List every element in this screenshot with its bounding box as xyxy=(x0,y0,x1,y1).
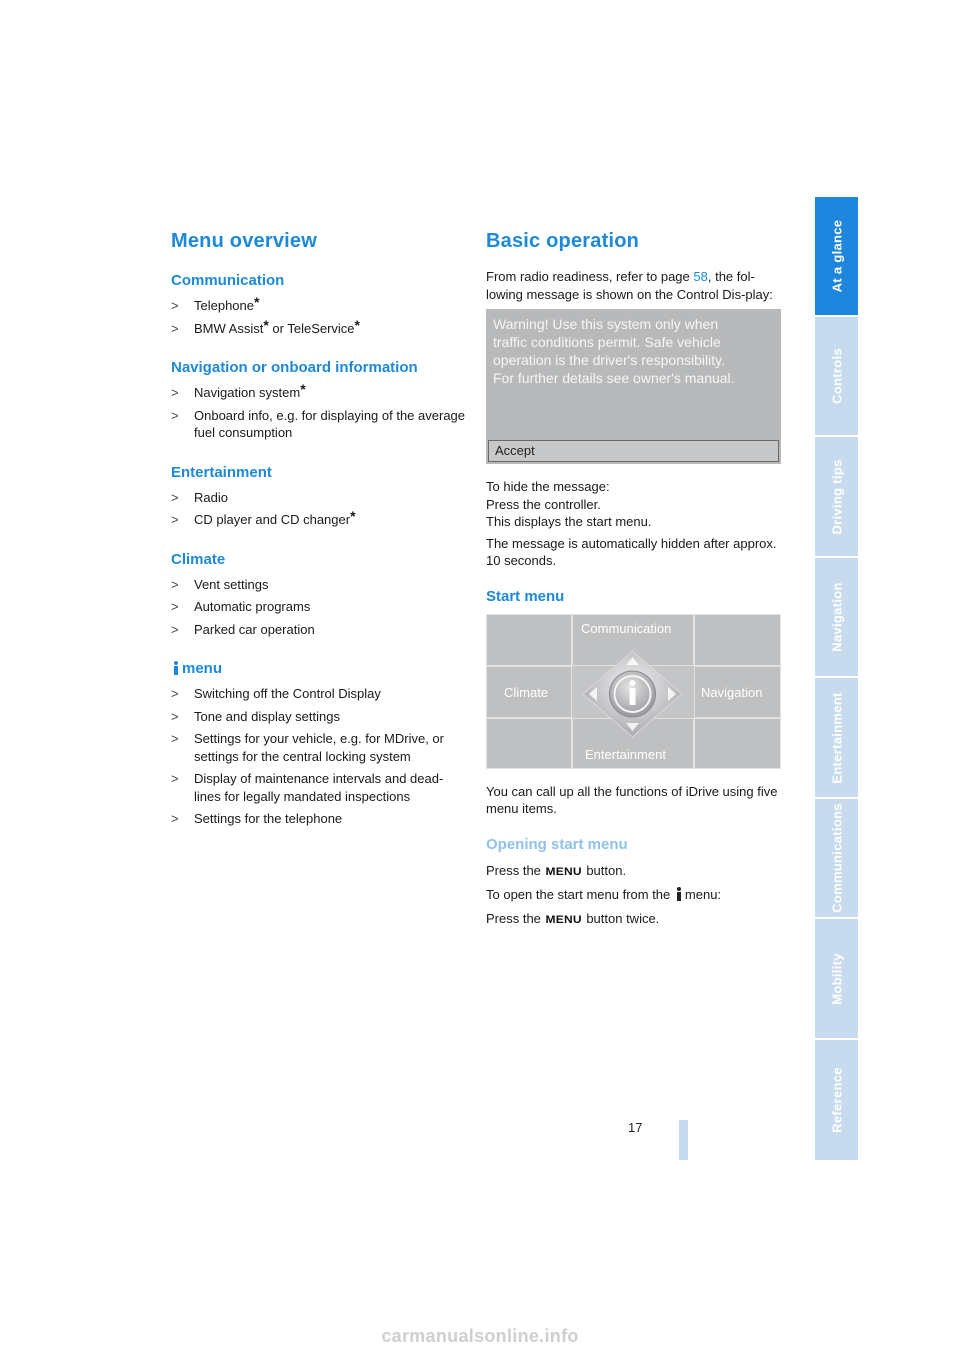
start-menu-heading: Start menu xyxy=(486,587,565,605)
list-item: > Switching off the Control Display xyxy=(171,686,381,701)
list-item: > Settings for your vehicle, e.g. for MDrive, or settings for the central locking system xyxy=(171,731,444,764)
entertainment-heading: Entertainment xyxy=(171,463,272,481)
left-column xyxy=(171,230,466,833)
optional-star-icon: * xyxy=(354,316,360,333)
intro-paragraph: From radio readiness, refer to page 58, the fol-lowing message is shown on the Control Dis-play: xyxy=(486,269,773,302)
list-item: > Vent settings xyxy=(171,576,269,592)
climate-label: Climate xyxy=(504,684,549,700)
climate-heading: Climate xyxy=(171,550,226,568)
watermark: carmanualsonline.info xyxy=(381,1326,579,1346)
list-item: > CD player and CD changer* xyxy=(171,508,356,527)
list-item: > BMW Assist* or TeleService* xyxy=(171,316,360,336)
climate-list xyxy=(171,576,466,639)
menu-button-icon: MENU xyxy=(545,911,582,926)
tab-at-a-glance[interactable]: At a glance xyxy=(815,197,858,315)
list-item: > Display of maintenance intervals and dead-lines for legally mandated inspections xyxy=(171,771,444,804)
optional-star-icon: * xyxy=(263,316,269,333)
warning-message: Warning! Use this system only when traffic conditions permit. Safe vehicle operation is the driver's responsibility. For further details see owner's manual. xyxy=(493,316,735,386)
communication-list xyxy=(171,294,466,337)
tab-communications[interactable]: Communications xyxy=(815,799,858,917)
navigation-heading: Navigation or onboard information xyxy=(171,359,418,376)
hide-instructions: To hide the message: Press the controller. This displays the start menu. xyxy=(486,479,652,529)
tab-mobility[interactable]: Mobility xyxy=(815,919,858,1038)
page-reference-link[interactable]: 58 xyxy=(693,269,708,284)
info-icon xyxy=(171,661,180,675)
menu-overview-title: Menu overview xyxy=(171,230,317,252)
tab-entertainment[interactable]: Entertainment xyxy=(815,678,858,797)
press-menu-twice-text: Press the MENU button twice. xyxy=(486,910,781,929)
page-number-bar xyxy=(679,1120,688,1160)
optional-star-icon: * xyxy=(254,294,260,310)
page-number: 17 xyxy=(628,1120,643,1135)
entertainment-label: Entertainment xyxy=(585,746,666,762)
controller-joystick-icon xyxy=(581,649,684,739)
right-column xyxy=(486,230,781,932)
basic-operation-title: Basic operation xyxy=(486,230,640,252)
tab-driving-tips[interactable]: Driving tips xyxy=(815,437,858,556)
entertainment-list xyxy=(171,489,466,529)
navigation-label: Navigation xyxy=(701,684,763,700)
navigation-list xyxy=(171,381,466,442)
optional-star-icon: * xyxy=(350,508,356,524)
opening-start-menu-heading: Opening start menu xyxy=(486,835,628,853)
list-item: > Automatic programs xyxy=(171,599,311,614)
communication-heading: Communication xyxy=(171,272,285,289)
open-from-info-text: To open the start menu from the menu: xyxy=(486,887,722,902)
list-item: > Tone and display settings xyxy=(171,708,340,724)
accept-bar: Accept xyxy=(488,440,779,462)
chapter-sidebar xyxy=(815,197,858,1160)
list-item: > Radio xyxy=(171,489,228,505)
list-item: > Navigation system* xyxy=(171,381,306,400)
call-up-text: You can call up all the functions of iDrive using five menu items. xyxy=(486,783,778,816)
optional-star-icon: * xyxy=(300,381,306,397)
communication-label: Communication xyxy=(581,620,672,636)
start-menu-image xyxy=(486,614,781,769)
tab-navigation[interactable]: Navigation xyxy=(815,558,858,676)
list-item: > Onboard info, e.g. for displaying of the average fuel consumption xyxy=(171,407,466,440)
auto-hidden-text: The message is automatically hidden after approx. 10 seconds. xyxy=(486,535,777,568)
list-item: > Parked car operation xyxy=(171,621,315,637)
press-menu-text: Press the MENU button. xyxy=(486,862,781,881)
menu-button-icon: MENU xyxy=(545,863,582,878)
tab-reference[interactable]: Reference xyxy=(815,1040,858,1160)
list-item: > Telephone* xyxy=(171,294,260,313)
info-menu-heading: menu xyxy=(171,660,466,677)
warning-screen-image xyxy=(486,309,781,464)
info-icon xyxy=(674,887,683,901)
info-menu-list xyxy=(171,685,466,828)
tab-controls[interactable]: Controls xyxy=(815,317,858,435)
list-item: > Settings for the telephone xyxy=(171,811,343,826)
